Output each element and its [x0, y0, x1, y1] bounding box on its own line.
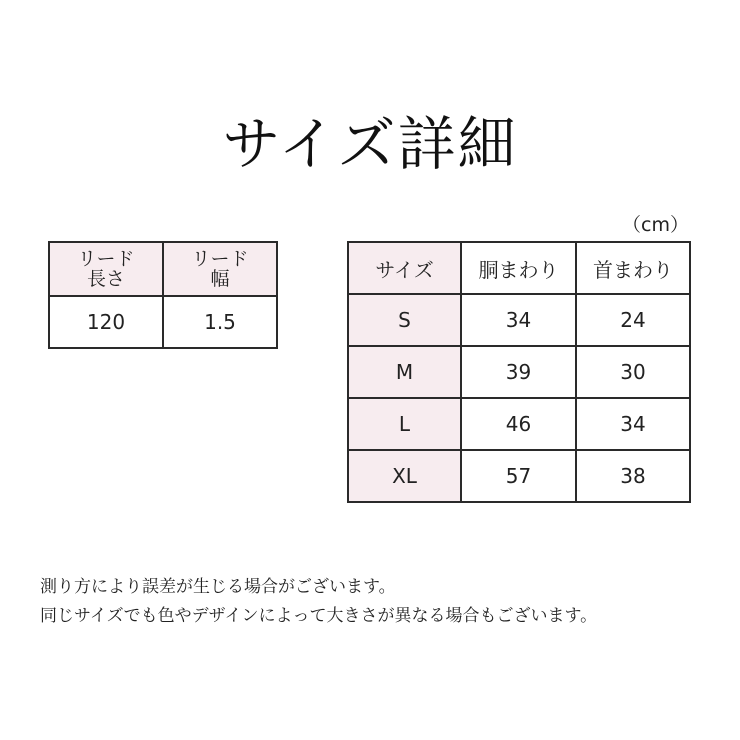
table-row: [348, 398, 690, 450]
chest-cell: 46: [461, 398, 576, 450]
page-title: サイズ詳細: [222, 110, 518, 178]
neck-cell: 24: [576, 294, 690, 346]
lead-width-value: 1.5: [163, 296, 277, 348]
lead-length-header: [49, 242, 163, 296]
size-cell: M: [348, 346, 461, 398]
lead-width-header: [163, 242, 277, 296]
table-row: [348, 294, 690, 346]
size-cell: L: [348, 398, 461, 450]
note-line: 測り方により誤差が生じる場合がございます。: [40, 577, 396, 597]
lead-value-row: [49, 296, 277, 348]
lead-size-table: [48, 241, 278, 349]
size-cell: S: [348, 294, 461, 346]
lead-header-row: [49, 242, 277, 296]
neck-cell: 30: [576, 346, 690, 398]
notes: [40, 573, 597, 631]
neck-cell: 34: [576, 398, 690, 450]
header-line: 幅: [210, 268, 230, 290]
unit-label: （cm）: [622, 214, 689, 236]
header-line: リード: [191, 248, 249, 270]
size-header-row: [348, 242, 690, 294]
size-cell: XL: [348, 450, 461, 502]
size-header: サイズ: [348, 242, 461, 294]
body-size-table: [347, 241, 691, 503]
table-row: [348, 346, 690, 398]
chest-cell: 57: [461, 450, 576, 502]
lead-length-value: 120: [49, 296, 163, 348]
chest-cell: 39: [461, 346, 576, 398]
header-line: 長さ: [86, 268, 125, 290]
note-line: 同じサイズでも色やデザインによって大きさが異なる場合もございます。: [40, 606, 598, 626]
chest-header: 胴まわり: [461, 242, 576, 294]
neck-cell: 38: [576, 450, 690, 502]
chest-cell: 34: [461, 294, 576, 346]
header-line: リード: [77, 248, 135, 270]
table-row: [348, 450, 690, 502]
neck-header: 首まわり: [576, 242, 690, 294]
